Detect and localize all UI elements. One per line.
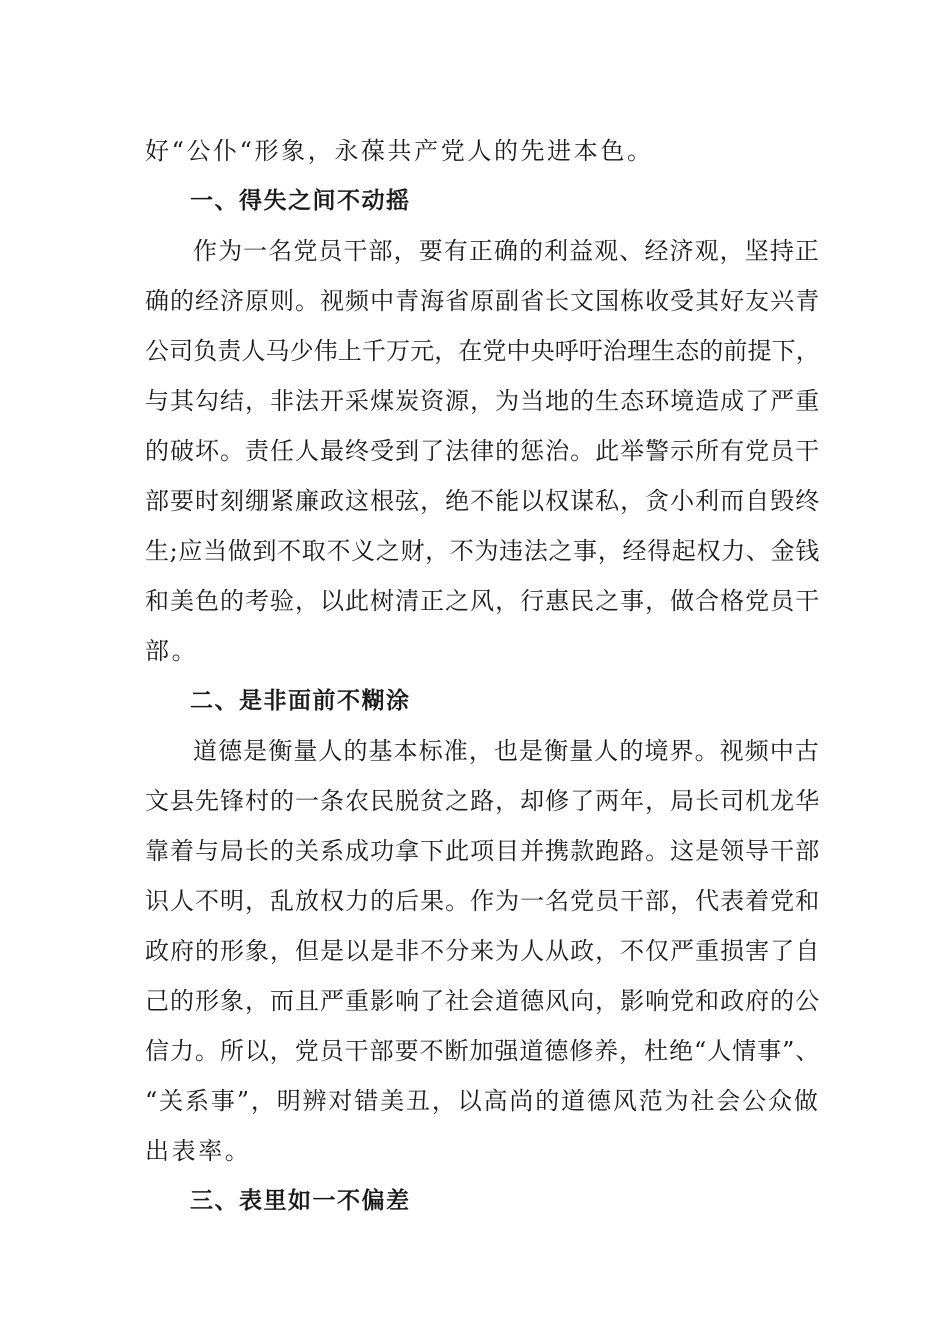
section-3-heading: 三、表里如一不偏差	[190, 1188, 411, 1214]
section-2-heading: 二、是非面前不糊涂	[190, 688, 411, 714]
section-2-line: 识人不明，乱放权力的后果。作为一名党员干部，代表着党和	[145, 887, 821, 915]
section-1-line: 的破坏。责任人最终受到了法律的惩治。此举警示所有党员干	[145, 437, 821, 465]
section-2-line: 己的形象，而且严重影响了社会道德风向，影响党和政府的公	[145, 987, 821, 1015]
section-1-line: 与其勾结，非法开采煤炭资源，为当地的生态环境造成了严重	[145, 387, 821, 415]
intro-line: 好“公仆“形象，永葆共产党人的先进本色。	[145, 137, 654, 165]
section-1-heading: 一、得失之间不动摇	[190, 188, 411, 214]
section-2-line: “关系事”，明辨对错美丑，以高尚的道德风范为社会公众做	[145, 1087, 820, 1115]
section-1-line: 确的经济原则。视频中青海省原副省长文国栋收受其好友兴青	[145, 287, 821, 315]
section-2-line: 出表率。	[145, 1137, 252, 1165]
section-1-line: 部要时刻绷紧廉政这根弦，绝不能以权谋私，贪小利而自毁终	[145, 487, 821, 515]
section-1-line: 生;应当做到不取不义之财，不为违法之事，经得起权力、金钱	[145, 537, 820, 565]
section-2-line: 政府的形象，但是以是非不分来为人从政，不仅严重损害了自	[145, 937, 821, 965]
section-2-line: 信力。所以，党员干部要不断加强道德修养，杜绝“人情事”、	[145, 1037, 821, 1065]
section-2-line: 靠着与局长的关系成功拿下此项目并携款跑路。这是领导干部	[145, 837, 821, 865]
section-1-line: 公司负责人马少伟上千万元，在党中央呼吁治理生态的前提下，	[145, 337, 820, 365]
section-2-line: 道德是衡量人的基本标准，也是衡量人的境界。视频中古	[193, 737, 820, 765]
section-1-line: 和美色的考验，以此树清正之风，行惠民之事，做合格党员干	[145, 587, 821, 615]
section-1-line: 部。	[145, 637, 199, 665]
section-2-line: 文县先锋村的一条农民脱贫之路，却修了两年，局长司机龙华	[145, 787, 821, 815]
section-1-line: 作为一名党员干部，要有正确的利益观、经济观，坚持正	[193, 237, 820, 265]
